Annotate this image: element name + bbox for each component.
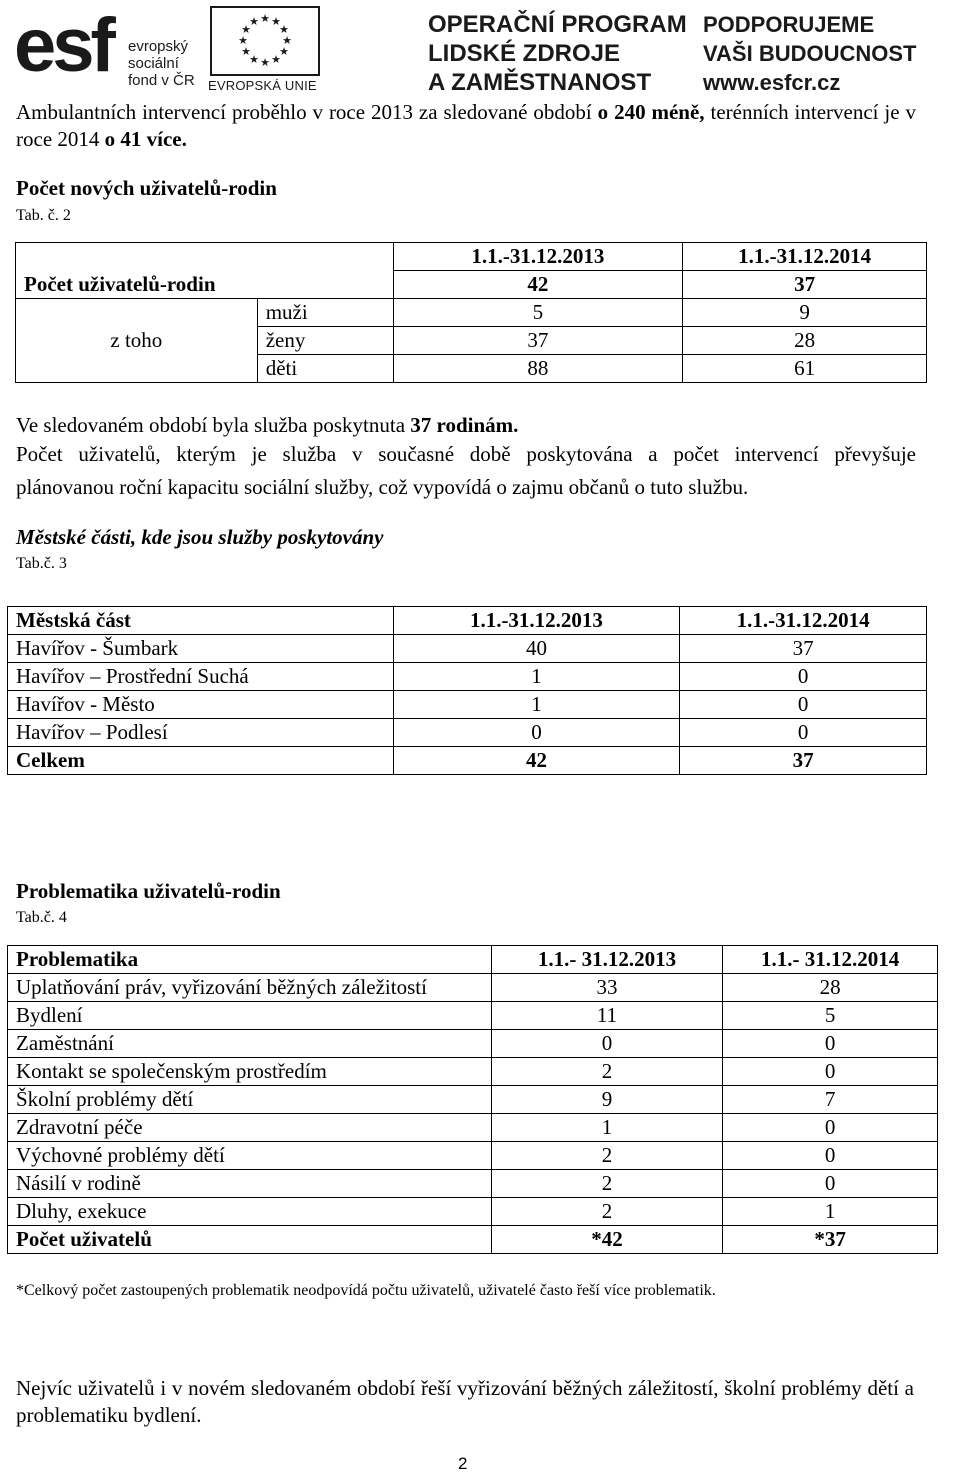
table-row: Městská část 1.1.-31.12.2013 1.1.-31.12.2014 [8,607,927,635]
table-row: Zdravotní péče 1 0 [8,1114,938,1142]
svg-text:★: ★ [279,23,289,36]
table-row: z toho muži 5 9 [16,299,927,327]
tab2-heading: Počet nových uživatelů-rodin [16,176,277,200]
table-row: Kontakt se společenským prostředím 2 0 [8,1058,938,1086]
table-row: Uplatňování práv, vyřizování běžných záležitostí 33 28 [8,974,938,1002]
svg-text:★: ★ [241,45,251,58]
table-row: Problematika 1.1.- 31.12.2013 1.1.- 31.12.2014 [8,946,938,974]
tab2-caption: Tab. č. 2 [16,207,71,224]
intro-paragraph: Ambulantních intervencí proběhlo v roce 2013 za sledované období o 240 méně, terénních intervencí je v roce 2014 o 41 více. [16,100,916,151]
svg-text:★: ★ [271,53,281,66]
table-row: Násilí v rodině 2 0 [8,1170,938,1198]
table-row: Havířov - Město 1 0 [8,691,927,719]
svg-text:★: ★ [279,45,289,58]
svg-text:★: ★ [249,53,259,66]
table-row: Dluhy, exekuce 2 1 [8,1198,938,1226]
eu-stars-icon [212,8,318,74]
table-row: Školní problémy dětí 9 7 [8,1086,938,1114]
tab3-caption: Tab.č. 3 [16,555,67,572]
table-row: Počet uživatelů-rodin 42 37 [16,271,927,299]
table-row: Havířov – Prostřední Suchá 1 0 [8,663,927,691]
table-row: Výchovné problémy dětí 2 0 [8,1142,938,1170]
svg-text:★: ★ [241,23,251,36]
svg-text:★: ★ [271,15,281,28]
tab3-heading: Městské části, kde jsou služby poskytovány [16,525,384,549]
table-row: Havířov - Šumbark 40 37 [8,635,927,663]
table-row: Počet uživatelů *42 *37 [8,1226,938,1254]
table-row: Celkem 42 37 [8,747,927,775]
svg-text:★: ★ [260,12,270,25]
capacity-line-2: plánovanou roční kapacitu sociální služby, což vypovídá o zajmu občanů o tuto službu. [16,475,749,499]
capacity-line-1: Počet uživatelů, kterým je služba v současné době poskytována a počet intervencí převyšuje [16,442,916,466]
tab4-heading: Problematika uživatelů-rodin [16,879,281,903]
tab3-table [7,606,927,775]
svg-text:★: ★ [249,15,259,28]
footnote: *Celkový počet zastoupených problematik neodpovídá počtu uživatelů, uživatelé často řeší více problematik. [16,1282,716,1299]
table-row: Havířov – Podlesí 0 0 [8,719,927,747]
tab2-table [15,242,927,383]
svg-text:★: ★ [260,56,270,69]
table-row: ženy 37 28 [16,327,927,355]
svg-text:★: ★ [282,34,292,47]
conclusion-paragraph: Nejvíc uživatelů i v novém sledovaném období řeší vyřizování běžných záležitostí, školní problémy dětí a problematiku bydlení. [16,1376,914,1427]
table-row: Zaměstnání 0 0 [8,1030,938,1058]
support-slogan: PODPORUJEME VAŠI BUDOUCNOST www.esfcr.cz [703,12,917,95]
page-number: 2 [458,1454,468,1473]
tab4-table [7,945,938,1254]
service-families-line: Ve sledovaném období byla služba poskytnuta 37 rodinám. [16,413,519,437]
op-program-title: OPERAČNÍ PROGRAM LIDSKÉ ZDROJE A ZAMĚSTNANOST [428,11,687,96]
svg-text:★: ★ [238,34,248,47]
esf-logo: esf [14,3,112,88]
eu-label: EVROPSKÁ UNIE [208,78,317,93]
esf-logo-caption: evropský sociální fond v ČR [128,38,195,89]
table-row: 1.1.-31.12.2013 1.1.-31.12.2014 [16,243,927,271]
header-logos [0,0,960,100]
table-row: Bydlení 11 5 [8,1002,938,1030]
table-row: děti 88 61 [16,355,927,383]
eu-flag-icon [210,6,320,76]
tab4-caption: Tab.č. 4 [16,909,67,926]
